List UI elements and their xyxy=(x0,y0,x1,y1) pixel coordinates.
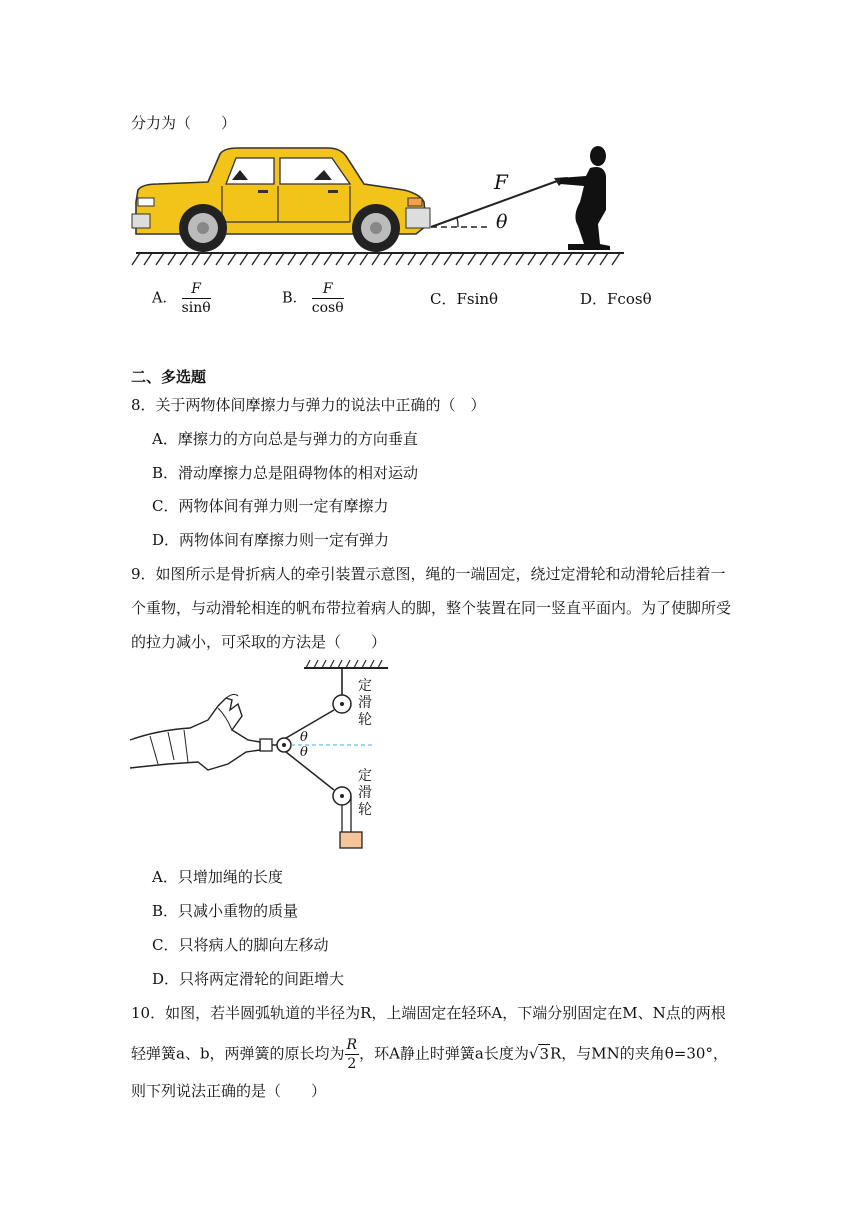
q9-option-a: A．只增加绳的长度 xyxy=(152,868,283,886)
q9-option-d: D．只将两定滑轮的间距增大 xyxy=(152,970,345,988)
q7-option-c: C．Fsinθ xyxy=(430,290,499,308)
car-tow-figure xyxy=(128,140,628,270)
angle-label-upper: θ xyxy=(300,730,308,745)
q8-option-d: D．两物体间有摩擦力则一定有弹力 xyxy=(152,531,390,549)
angle-label-lower: θ xyxy=(300,745,308,760)
q8-option-b: B．滑动摩擦力总是阻碍物体的相对运动 xyxy=(152,464,419,482)
section-heading: 二、多选题 xyxy=(131,368,207,386)
pulley-label-bottom: 定 滑 轮 xyxy=(358,768,372,818)
pulley-label-top: 定 滑 轮 xyxy=(358,678,372,728)
q10-line-3: 则下列说法正确的是（ ） xyxy=(131,1082,327,1100)
q9-stem-line-3: 的拉力减小，可采取的方法是（ ） xyxy=(131,633,387,651)
q7-option-b: B． $\frac{F}{\cos\theta}$ xyxy=(282,281,344,316)
angle-label-car: θ xyxy=(496,211,508,233)
q8-option-c: C．两物体间有弹力则一定有摩擦力 xyxy=(152,497,389,515)
q9-stem-line-2: 个重物，与动滑轮相连的帆布带拉着病人的脚，整个装置在同一竖直平面内。为了使脚所受 xyxy=(131,599,732,617)
q10-line-2: 轻弹簧a、b，两弹簧的原长均为 $\frac{R}{2}$ ，环A静止时弹簧a长度为√3R，与MN的夹角θ=30°， xyxy=(131,1037,728,1072)
q9-option-c: C．只将病人的脚向左移动 xyxy=(152,936,329,954)
q9-option-b: B．只减小重物的质量 xyxy=(152,902,299,920)
q7-option-d: D．Fcosθ xyxy=(580,290,652,308)
q10-line-1: 10．如图，若半圆弧轨道的半径为R，上端固定在轻环A，下端分别固定在M、N点的两根 xyxy=(131,1004,726,1022)
q7-stem-tail: 分力为（ ） xyxy=(131,114,237,132)
q8-option-a: A．摩擦力的方向总是与弹力的方向垂直 xyxy=(152,430,418,448)
force-label: F xyxy=(494,170,508,194)
q9-stem-line-1: 9．如图所示是骨折病人的牵引装置示意图，绳的一端固定，绕过定滑轮和动滑轮后挂着一 xyxy=(131,565,726,583)
q7-option-a: A． $\frac{F}{\sin\theta}$ xyxy=(152,281,211,316)
q8-stem: 8．关于两物体间摩擦力与弹力的说法中正确的（ ） xyxy=(131,396,486,414)
